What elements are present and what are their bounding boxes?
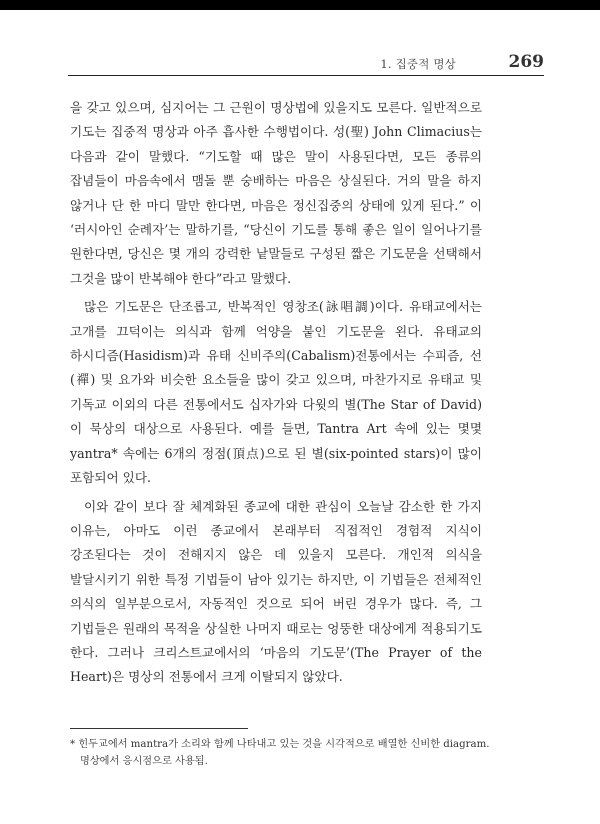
chapter-title: 1. 집중적 명상: [380, 57, 456, 71]
paragraph: 많은 기도문은 단조롭고, 반복적인 영창조(詠唱調)이다. 유태교에서는 고개를 끄덕이는 의식과 함께 억양을 붙인 기도문을 왼다. 유태교의 하시디즘(Hasidism)과 유태 신비주의(Cabalism)전통에서는 수피즘, 선(禪) 및 요가와 비슷한 요소들을 많이 갖고 있으며, 마찬가지로 유태교 및 기독교 이외의 다른 전통에서도 십자가와 다윗의 별(The Star of David)이 묵상의 대상으로 사용된다. 예를 들면, Tantra Art 속에 있는 몇몇 yantra* 속에는 6개의 정점(頂点)으로 된 별(six-pointed stars)이 많이 포함되어 있다.: [70, 299, 482, 486]
page-number: 269: [508, 52, 544, 72]
paragraph: 을 갖고 있으며, 심지어는 그 근원이 명상법에 있을지도 모른다. 일반적으로 기도는 집중적 명상과 아주 흡사한 수행법이다. 성(聖) John Climacius는 다음과 같이 말했다. “기도할 때 많은 말이 사용된다면, 모든 종류의 잡념들이 마음속에서 맴돌 뿐 숭배하는 마음은 상실된다. 거의 말을 하지 않거나 단 한 마디 말만 한다면, 마음은 정신집중의 상태에 있게 된다.” 이 ‘러시아인 순례자’는 말하기를, “당신이 기도를 통해 좋은 일이 일어나기를 원한다면, 당신은 몇 개의 강력한 낱말들로 구성된 짧은 기도문을 선택해서 그것을 많이 반복해야 한다”라고 말했다.: [70, 100, 482, 286]
footnote-rule: [70, 728, 248, 729]
body-text: [70, 96, 482, 690]
paragraph: 이와 같이 보다 잘 체계화된 종교에 대한 관심이 오늘날 감소한 한 가지 이유는, 아마도 이런 종교에서 본래부터 직접적인 경험적 지식이 강조된다는 것이 전해지지 않은 데 있을지 모른다. 개인적 의식을 발달시키기 위한 특정 기법들이 남아 있기는 하지만, 이 기법들은 전체적인 의식의 일부분으로서, 자동적인 것으로 되어 버린 경우가 많다. 즉, 그 기법들은 원래의 목적을 상실한 나머지 때로는 엉뚱한 대상에게 적용되기도 한다. 그러나 크리스트교에서의 ‘마음의 기도문’(The Prayer of the Heart)은 명상의 전통에서 크게 이탈되지 않았다.: [70, 498, 482, 685]
top-edge-bar: [0, 0, 600, 10]
header-rule: [68, 75, 544, 76]
running-head: [68, 52, 544, 76]
footnote: * 힌두교에서 mantra가 소리와 함께 나타내고 있는 것을 시각적으로 배열한 신비한 diagram. 명상에서 응시점으로 사용됨.: [70, 739, 490, 767]
